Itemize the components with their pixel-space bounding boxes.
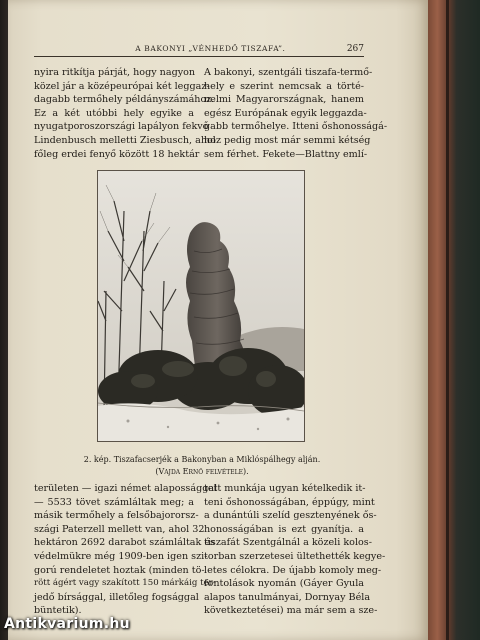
text-line: nyira ritkítja párját, hogy nagyon: [34, 67, 196, 78]
text-line: nelmi Magyarországnak, hanem: [204, 94, 364, 106]
text-line: védelmükre még 1909-ben igen szi-: [34, 550, 208, 562]
text-line: — 5533 tövet számláltak meg; a: [34, 496, 194, 508]
text-column-left-top: [34, 66, 216, 161]
text-line: letes célokra. De újabb komoly meg-: [204, 564, 382, 576]
header-rule: [34, 56, 364, 57]
text-line: rött ágért vagy szakított 150 márkáig ter-: [34, 578, 216, 589]
text-line: alapos tanulmányai, Dornyay Béla: [204, 591, 371, 603]
watermark-logo: Antikvarium.hu: [4, 616, 130, 632]
text-line: nyugatporoszországi lapályon fekvő: [34, 121, 209, 133]
text-line: Lindenbusch melletti Ziesbusch, ahol: [34, 134, 216, 146]
figure-caption: [62, 454, 342, 478]
text-line: sem férhet. Fekete—Blattny emlí-: [204, 148, 368, 160]
page-number: 267: [346, 44, 364, 54]
text-line: torban szerzetesei ültethették kegye-: [204, 550, 386, 562]
text-line: dagabb termőhely példányszámához.: [34, 94, 215, 106]
text-line: hoz pedig most már semmi kétség: [204, 134, 371, 146]
caption-credit: (Vajda Ernő felvétele).: [155, 467, 249, 476]
text-line: hektáron 2692 darabot számláltak és: [34, 537, 215, 549]
text-line: honosságában is ezt gyanítja. a: [204, 523, 364, 535]
text-line: fontolások nyomán (Gáyer Gyula: [204, 578, 364, 590]
text-line: területen — igazi német alapossággal: [34, 483, 218, 494]
text-line: büntetik).: [34, 605, 82, 617]
text-line: tiszafát Szentgálnál a közeli kolos-: [204, 537, 372, 549]
caption-line: 2. kép. Tiszafacserjék a Bakonyban a Miklóspálhegy alján.: [83, 455, 321, 464]
text-line: szági Paterzell mellett van, ahol 32: [34, 523, 205, 535]
text-line: közel jár a középeurópai két leggaz-: [34, 80, 210, 92]
text-line: Ez a két utóbbi hely egyike a: [34, 107, 194, 119]
text-line: jedő bírsággal, illetőleg fogsággal: [34, 591, 199, 603]
book-cover-edge: [428, 0, 480, 640]
text-column-left-bottom: [34, 482, 218, 618]
text-line: teni őshonosságában, éppúgy, mint: [204, 496, 375, 508]
photograph-yew-rock: [97, 170, 305, 442]
text-line: A bakonyi, szentgáli tiszafa-termő-: [204, 67, 373, 78]
text-column-right-bottom: [204, 482, 386, 618]
text-column-right-top: [204, 66, 388, 161]
text-line: egész Európának egyik leggazda-: [204, 107, 367, 119]
text-line: főleg erdei fenyő között 18 hektár: [34, 148, 200, 160]
text-line: másik termőhely a felsőbajororsz-: [34, 510, 199, 522]
text-line: hely e szerint nemcsak a törté-: [204, 80, 364, 92]
book-spine-line: [446, 0, 449, 640]
text-line: a dunántúli szelíd gesztenyének ős-: [204, 510, 377, 522]
running-title: A BAKONYI „VÉNHEDŐ TISZAFA”.: [135, 44, 286, 53]
running-head: [34, 44, 364, 54]
text-line: gabb termőhelye. Itteni őshonosságá-: [204, 121, 388, 133]
text-line: gorú rendeletet hoztak (minden tö-: [34, 564, 205, 576]
text-line: tett munkája ugyan kételkedik it-: [204, 483, 366, 494]
text-line: következtetései) ma már sem a sze-: [204, 605, 378, 617]
